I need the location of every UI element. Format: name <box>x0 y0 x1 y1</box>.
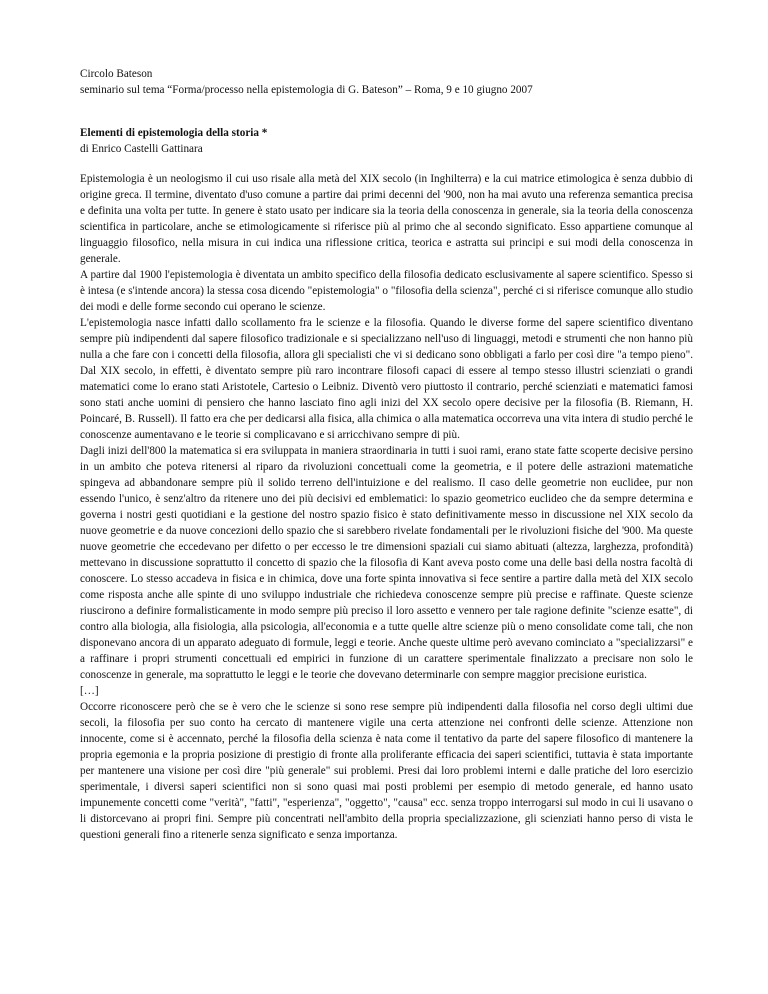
article-author: di Enrico Castelli Gattinara <box>80 143 203 155</box>
paragraph: Epistemologia è un neologismo il cui uso risale alla metà del XIX secolo (in Inghilterra) e la cui matrice etimologica è senza dubbio di origine greca. Il termine, diventato d'uso comune a partire dai primi decenni del '900, non ha mai avuto una referenza semantica precisa e definita una volta per tutte. In genere è stato usato per indicare sia la teoria della conoscenza in generale, sia la teoria della conoscenza scientifica in particolare, anche se etimologicamente si riferisce più al primo che al secondo significato. Esso appartiene comunque al linguaggio filosofico, nella misura in cui indica una riflessione critica, teorica e astratta sui principi e sui modi della conoscenza in generale. <box>80 173 693 265</box>
paragraph: Occorre riconoscere però che se è vero che le scienze si sono rese sempre più indipendenti dalla filosofia nel corso degli ultimi due secoli, la filosofia per suo conto ha cercato di mantenere vigile una certa attenzione nei confronti delle scienze. Attenzione non innocente, come si è accennato, perché la filosofia della scienza è nata come il tentativo da parte del sapere filosofico di mantenere la propria egemonia e la propria posizione di prestigio di fronte alla proliferante efficacia dei saperi scientifici, tuttavia è stata importante per mantenere una visione per così dire "più generale" sui problemi. Presi dai loro problemi interni e dalle pratiche del loro esercizio sperimentale, i diversi saperi scientifici non si sono quasi mai posti problemi per esempio di metodo generale, ed hanno usato impunemente concetti come "verità", "fatti", "esperienza", "oggetto", "causa" ecc. senza troppo interrogarsi sul modo in cui li usavano o li distorcevano ai propri fini. Sempre più concentrati nell'ambito della propria specializzazione, gli scienziati hanno perso di vista le questioni generali fino a ritenerle senza significato e senza importanza. <box>80 701 693 841</box>
paragraph: L'epistemologia nasce infatti dallo scollamento fra le scienze e la filosofia. Quando le diverse forme del sapere scientifico diventano sempre più indipendenti dal sapere filosofico tradizionale e si specializzano nell'uso di linguaggi, metodi e strumenti che non hanno più nulla a che fare con i concetti della filosofia, allora gli specialisti che vi si dedicano sono obbligati a farlo per così dire "a tempo pieno". Dal XIX secolo, in effetti, è diventato sempre più raro incontrare filosofi capaci di essere al tempo stesso illustri scienziati o grandi matematici come lo erano stati Aristotele, Cartesio o Leibniz. Diventò vero piuttosto il contrario, perché scienziati e matematici famosi sono stati anche uomini di pensiero che hanno lasciato fino agli inizi del XX secolo opere decisive per la filosofia (B. Riemann, H. Poincaré, B. Russell). Il fatto era che per dedicarsi alla fisica, alla chimica o alla matematica occorreva una vita intera di studio perché le conoscenze aumentavano e le teorie si complicavano e si arricchivano sempre di più. <box>80 317 693 441</box>
paragraph: Dagli inizi dell'800 la matematica si era sviluppata in maniera straordinaria in tutti i suoi rami, erano state fatte scoperte decisive persino in un ambito che poteva ritenersi al riparo da rivoluzioni concettuali come la geometria, e il potere delle astrazioni matematiche spingeva ad abbandonare sempre più il solido terreno dell'intuizione e del realismo. Il caso delle geometrie non euclidee, pur non essendo l'unico, è senz'altro da ritenere uno dei più decisivi ed emblematici: lo spazio geometrico euclideo che da sempre determina e governa i nostri gesti quotidiani e la gestione del nostro spazio fisico è stato definitivamente messo in discussione nel XIX secolo da nuove geometrie e da nuove concezioni dello spazio che si sarebbero rivelate fondamentali per le rivoluzioni fisiche del '900. Ma queste nuove geometrie che eccedevano per difetto o per eccesso le tre dimensioni spaziali cui siamo abituati (altezza, larghezza, profondità) mettevano in discussione soprattutto il concetto di spazio che la filosofia di Kant aveva posto come una delle basi della nostra facoltà di conoscere. Lo stesso accadeva in fisica e in chimica, dove una forte spinta innovativa si fece sentire a partire dalla metà del XIX secolo come risposta anche alle spinte di uno sviluppo industriale che richiedeva conoscenze sempre più precise e raffinate. Queste scienze riuscirono a definire formalisticamente in modo sempre più preciso il loro assetto e vennero per tale ragione definite "scienze esatte", di contro alla biologia, alla fisiologia, alla psicologia, all'economia e a tutte quelle altre scienze più o meno consolidate come tali, che non disponevano ancora di un apparato adeguato di formule, leggi e teorie. Anche queste ultime però avevano cominciato a "specializzarsi" e a raffinare i propri strumenti concettuali ed empirici in funzione di un carattere sperimentale finalizzato a precisare non solo le conoscenze in generale, ma soprattutto le leggi e le teorie che dovevano determinarle con sempre maggior precisione euristica. <box>80 445 693 681</box>
document-header <box>80 66 693 98</box>
omission-marker: […] <box>80 685 99 697</box>
header-seminar: seminario sul tema “Forma/processo nella epistemologia di G. Bateson” – Roma, 9 e 10 giugno 2007 <box>80 84 533 96</box>
article-title: Elementi di epistemologia della storia * <box>80 127 268 139</box>
header-organization: Circolo Bateson <box>80 68 153 80</box>
article-body <box>80 171 693 843</box>
paragraph: A partire dal 1900 l'epistemologia è diventata un ambito specifico della filosofia dedicato esclusivamente al sapere scientifico. Spesso si è intesa (e s'intende ancora) la stessa cosa dicendo "epistemologia" o "filosofia della scienza", perché ci si riferisce comunque allo studio dei modi e delle forme secondo cui operano le scienze. <box>80 269 693 313</box>
